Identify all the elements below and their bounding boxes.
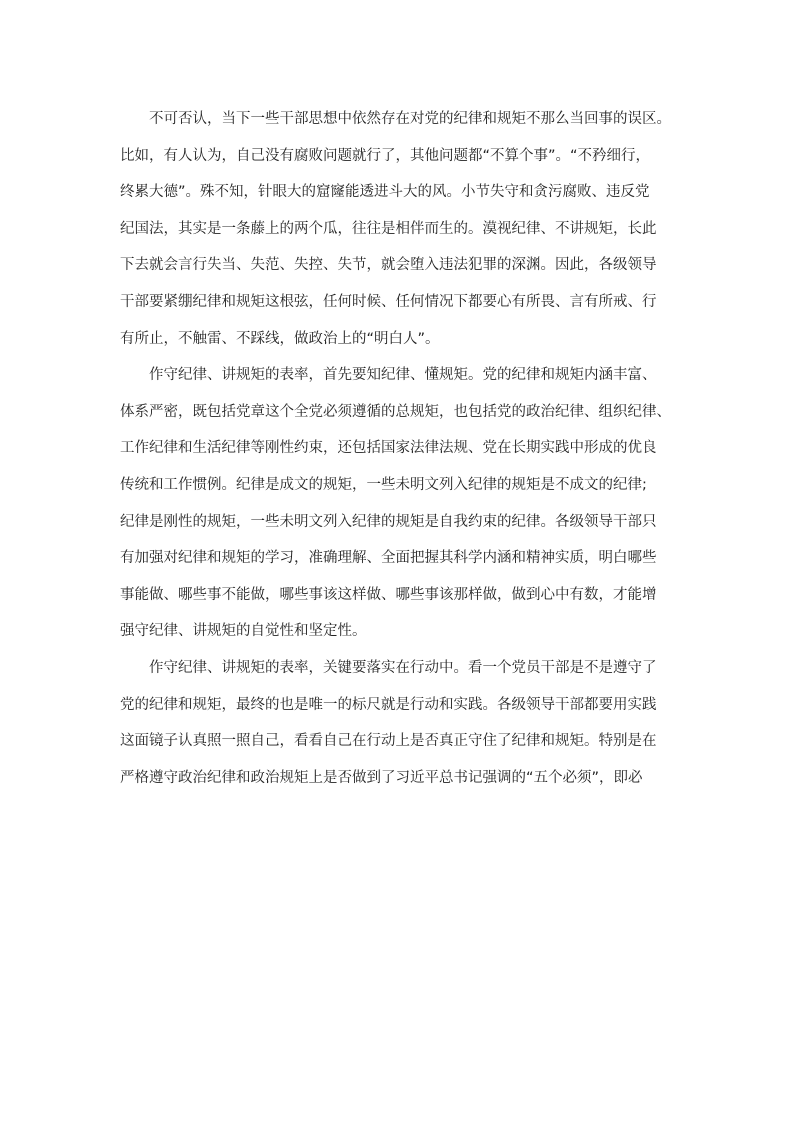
text-line: 干部要紧绷纪律和规矩这根弦，任何时候、任何情况下都要心有所畏、言有所戒、行 — [120, 293, 657, 310]
text-line: 严格遵守政治纪律和政治规矩上是否做到了习近平总书记强调的“五个必须”，即必 — [120, 769, 643, 786]
text-line: 传统和工作惯例。纪律是成文的规矩，一些未明文列入纪律的规矩是不成文的纪律; — [120, 476, 647, 493]
text-line: 下去就会言行失当、失范、失控、失节，就会堕入违法犯罪的深渊。因此，各级领导 — [120, 257, 657, 274]
text-line: 党的纪律和规矩，最终的也是唯一的标尺就是行动和实践。各级领导干部都要用实践 — [120, 696, 657, 713]
document-body — [120, 101, 675, 796]
paragraph-1 — [120, 101, 675, 357]
text-line: 比如，有人认为，自己没有腐败问题就行了，其他问题都“不算个事”。“不矜细行， — [120, 147, 651, 164]
paragraph-3 — [120, 650, 675, 796]
text-line: 终累大德”。殊不知，针眼大的窟窿能透进斗大的风。小节失守和贪污腐败、违反党 — [120, 184, 650, 201]
text-line: 有加强对纪律和规矩的学习，准确理解、全面把握其科学内涵和精神实质，明白哪些 — [120, 550, 657, 567]
text-line: 作守纪律、讲规矩的表率，首先要知纪律、懂规矩。党的纪律和规矩内涵丰富、 — [149, 367, 657, 384]
text-line: 这面镜子认真照一照自己，看看自己在行动上是否真正守住了纪律和规矩。特别是在 — [120, 733, 657, 750]
text-line: 强守纪律、讲规矩的自觉性和坚定性。 — [120, 623, 367, 640]
text-line: 体系严密，既包括党章这个全党必须遵循的总规矩，也包括党的政治纪律、组织纪律、 — [120, 403, 671, 420]
text-line: 作守纪律、讲规矩的表率，关键要落实在行动中。看一个党员干部是不是遵守了 — [149, 659, 657, 676]
text-line: 工作纪律和生活纪律等刚性约束，还包括国家法律法规、党在长期实践中形成的优良 — [120, 440, 657, 457]
text-line: 有所止，不触雷、不踩线，做政治上的“明白人”。 — [120, 330, 440, 347]
text-line: 纪国法，其实是一条藤上的两个瓜，往往是相伴而生的。漠视纪律、不讲规矩，长此 — [120, 220, 657, 237]
paragraph-2 — [120, 357, 675, 650]
text-line: 事能做、哪些事不能做，哪些事该这样做、哪些事该那样做，做到心中有数，才能增 — [120, 586, 657, 603]
text-line: 不可否认，当下一些干部思想中依然存在对党的纪律和规矩不那么当回事的误区。 — [149, 111, 671, 127]
text-line: 纪律是刚性的规矩，一些未明文列入纪律的规矩是自我约束的纪律。各级领导干部只 — [120, 513, 657, 530]
